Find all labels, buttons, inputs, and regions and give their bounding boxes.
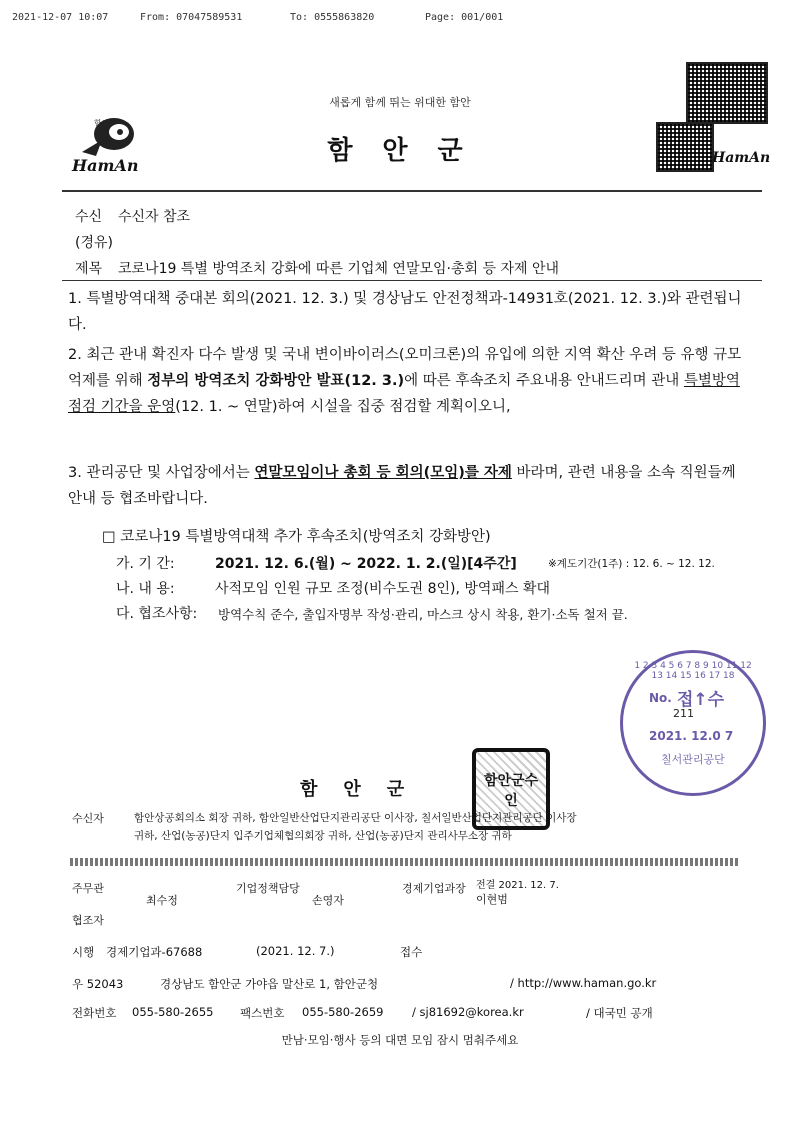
- coop-label: 협조자: [72, 914, 104, 927]
- exec-label: 시행: [72, 945, 95, 959]
- staff-name: 최수정: [146, 894, 178, 907]
- dotted-divider: [70, 858, 740, 866]
- p3-text-c: 바라며, 관련 내용을 소속 직원들께 안내 등 협조바랍니다.: [68, 465, 736, 507]
- stamp-numbers: 1 2 3 4 5 6 7 8 9 10 11 12 13 14 15 16 17 18: [634, 661, 752, 681]
- recipient-value: 수신자 참조: [118, 209, 191, 225]
- campaign-notice: 만남·모임·행사 등의 대면 모임 잠시 멈춰주세요: [281, 1033, 519, 1047]
- homepage-link[interactable]: / http://www.haman.go.kr: [510, 976, 657, 990]
- receipt-label: 접수: [400, 945, 423, 959]
- box-heading: □ 코로나19 특별방역대책 추가 후속조치(방역조치 강화방안): [102, 529, 491, 545]
- recipient-label: 수신: [75, 209, 103, 225]
- header-divider: [62, 190, 762, 192]
- qr-code: [656, 122, 714, 172]
- ga-value: 2021. 12. 6.(월) ~ 2022. 1. 2.(일)[4주간]: [215, 556, 517, 572]
- address: 경상남도 함안군 가야읍 말산로 1, 함안군청: [160, 977, 379, 991]
- seal-text: 함안군수인: [483, 773, 539, 809]
- p3-bold-underline: 연말모임이나 총회 등 회의(모임)를 자제: [254, 465, 512, 481]
- recipients-label: 수신자: [72, 812, 104, 825]
- p2-bold: 정부의 방역조치 강화방안 발표(12. 3.): [147, 373, 405, 389]
- team-name: 손영자: [312, 894, 344, 907]
- logo-small-text: 함안: [94, 119, 110, 128]
- p2-text-a: 2. 최근 관내 확진자 다수 발생 및 국내 변이바이러스(오미크론)의 유입에 의한 지역 확산 우려 등 유행 규모 억제를 위해: [68, 347, 742, 389]
- page-title: 함안군: [327, 136, 493, 166]
- subject-value: 코로나19 특별 방역조치 강화에 따른 기업체 연말모임·총회 등 자제 안내: [118, 261, 559, 277]
- stamp-no-label: No.: [649, 691, 672, 705]
- subject-divider: [62, 280, 762, 281]
- issuer: 함안군: [300, 779, 431, 800]
- stamp-number: 211: [673, 707, 694, 720]
- subject-label: 제목: [75, 261, 103, 277]
- email-link[interactable]: / sj81692@korea.kr: [412, 1005, 524, 1019]
- public-label: / 대국민 공개: [586, 1006, 653, 1020]
- recipients-line2: 귀하, 산업(농공)단지 입주기업체협의회장 귀하, 산업(농공)단지 관리사무소장 귀하: [134, 830, 512, 842]
- fax-to: To: 0555863820: [290, 12, 375, 23]
- p2-text-c: 에 따른 후속조치 주요내용 안내드리며 관내: [404, 373, 684, 389]
- haman-logo: [72, 112, 152, 182]
- paragraph-3: [68, 460, 748, 512]
- exec-value: 경제기업과-67688: [106, 945, 203, 959]
- tel-value: 055-580-2655: [132, 1005, 214, 1019]
- logo-text: HamAn: [72, 156, 139, 175]
- paragraph-1: 1. 특별방역대책 중대본 회의(2021. 12. 3.) 및 경상남도 안전정책과-14931호(2021. 12. 3.)와 관련됩니다.: [68, 291, 742, 333]
- staff-role: 주무관: [72, 882, 104, 895]
- stamp-date: 2021. 12.0 7: [649, 729, 734, 743]
- head-name: 이현범: [476, 893, 508, 906]
- recipients-line1: 함안상공회의소 회장 귀하, 함안일반산업단지관리공단 이사장, 칠서일반산업단지관리공단 이사장: [134, 812, 577, 824]
- na-value: 사적모임 인원 규모 조정(비수도권 8인), 방역패스 확대: [215, 581, 550, 597]
- receipt-stamp: [620, 650, 766, 796]
- da-label: 다. 협조사항:: [116, 606, 198, 622]
- ga-note: ※계도기간(1주) : 12. 6. ~ 12. 12.: [548, 558, 715, 570]
- paragraph-2: [68, 342, 748, 420]
- fax-datetime: 2021-12-07 10:07: [12, 12, 109, 23]
- slogan: 새롭게 함께 뛰는 위대한 함안: [329, 96, 471, 109]
- tel-label: 전화번호: [72, 1006, 117, 1020]
- stamp-org: 칠서관리공단: [661, 753, 725, 766]
- team-role: 기업정책담당: [236, 882, 300, 895]
- stamp-receipt: 접↑수: [677, 690, 725, 710]
- seal-logo-text: HamAn: [712, 150, 771, 166]
- fax-page: Page: 001/001: [425, 12, 504, 23]
- barcode-seal: [686, 62, 768, 124]
- p2-underline: 특별방역점검 기간을 운영: [68, 373, 740, 415]
- head-role: 경제기업과장: [402, 882, 466, 895]
- fax-label: 팩스번호: [240, 1006, 285, 1020]
- fax-from: From: 07047589531: [140, 12, 243, 23]
- ga-label: 가. 기 간:: [116, 556, 175, 572]
- p2-text-e: (12. 1. ~ 연말)하여 시설을 집중 점검할 계획이오니,: [175, 399, 511, 415]
- head-note: 전결 2021. 12. 7.: [476, 880, 559, 891]
- postal-code: 우 52043: [72, 977, 124, 991]
- fax-value: 055-580-2659: [302, 1005, 384, 1019]
- na-label: 나. 내 용:: [116, 581, 175, 597]
- via: (경유): [75, 235, 113, 251]
- p3-text-a: 3. 관리공단 및 사업장에서는: [68, 465, 255, 481]
- exec-date: (2021. 12. 7.): [256, 944, 335, 958]
- da-value: 방역수칙 준수, 출입자명부 작성·관리, 마스크 상시 착용, 환기·소독 철저 끝.: [218, 607, 628, 622]
